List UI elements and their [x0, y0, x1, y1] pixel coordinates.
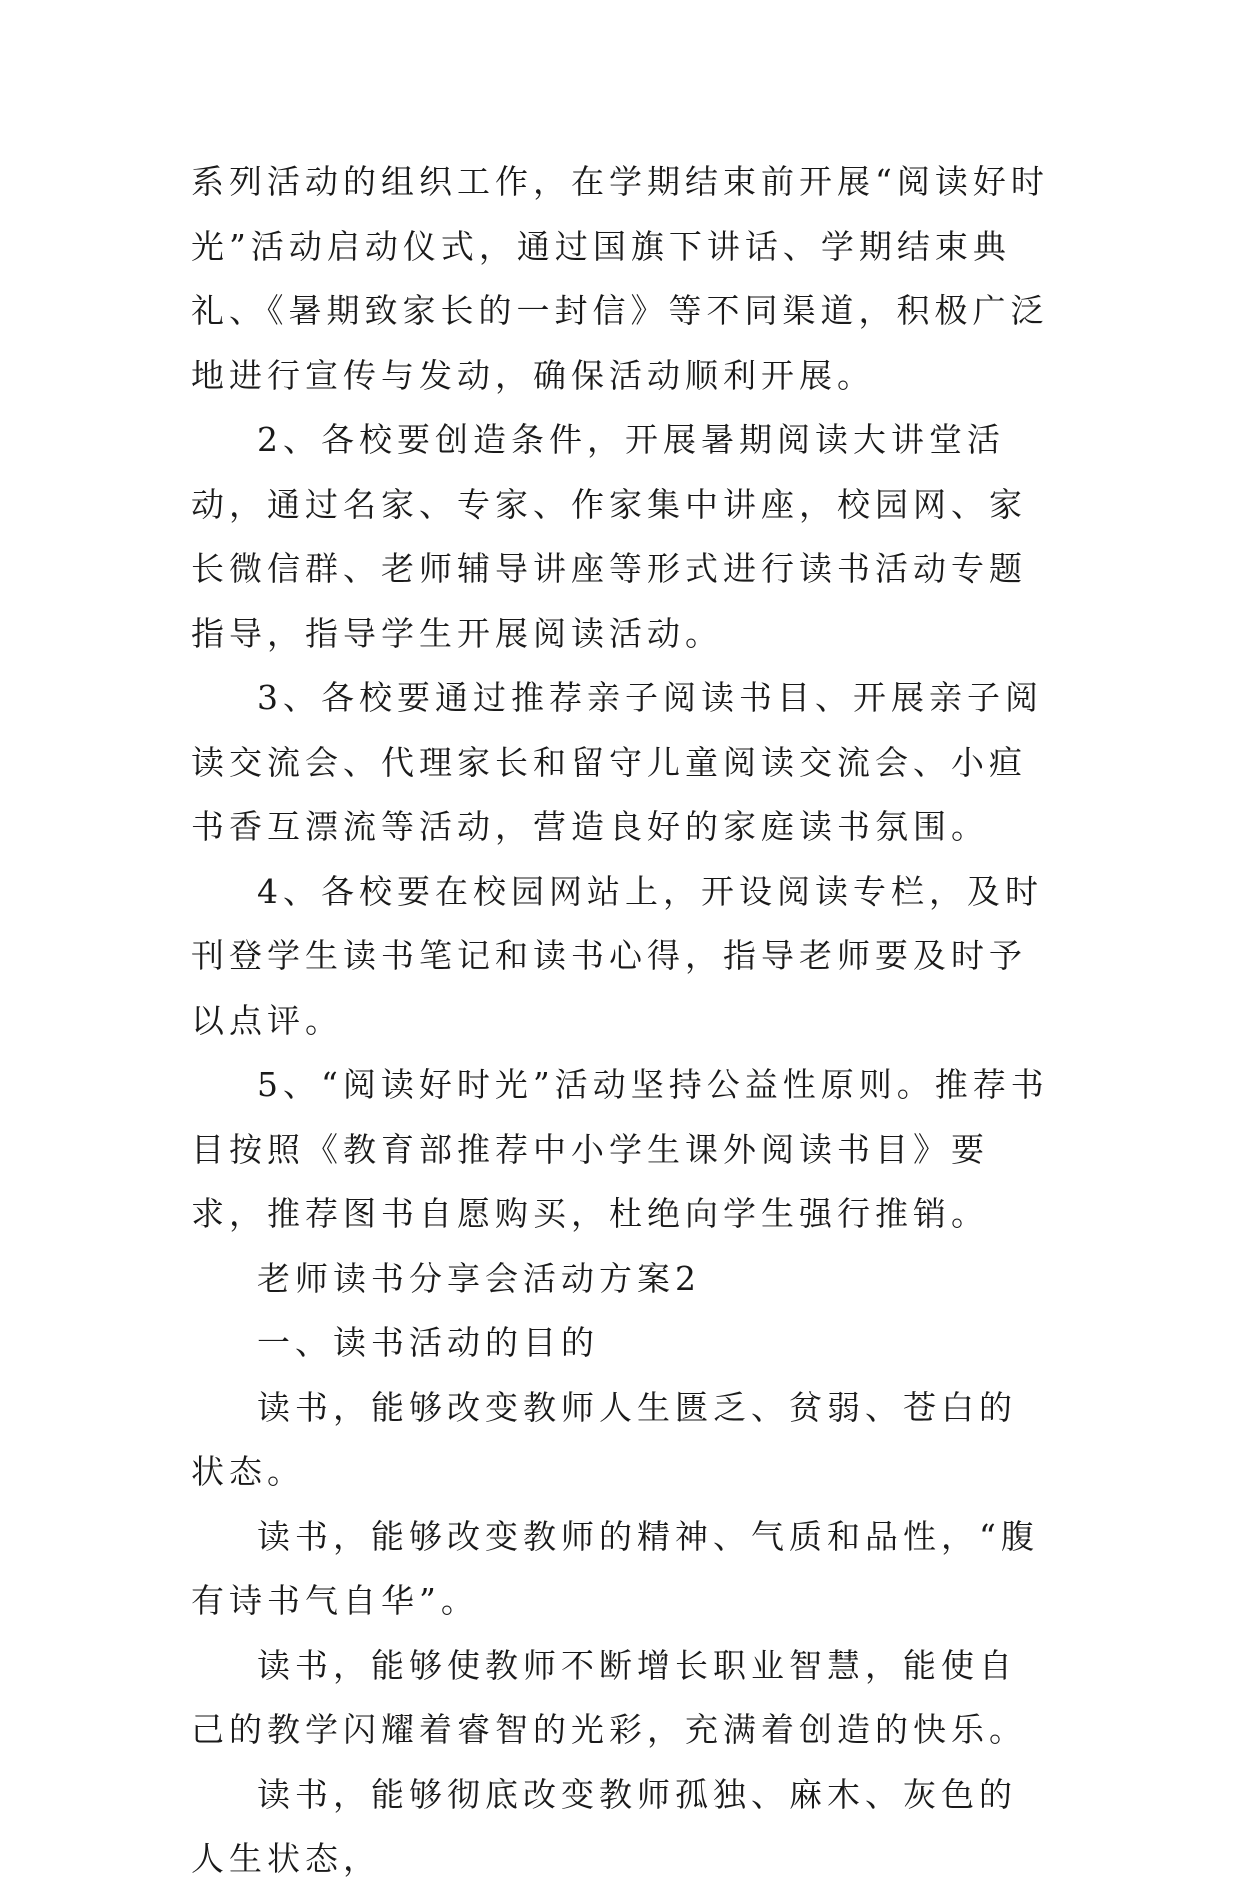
document-body	[191, 150, 1051, 1892]
paragraph-reading-3: 读书，能够使教师不断增长职业智慧，能使自己的教学闪耀着睿智的光彩，充满着创造的快乐。	[191, 1645, 1027, 1749]
section-heading: 一、读书活动的目的	[257, 1323, 599, 1362]
paragraph-continuation: 系列活动的组织工作，在学期结束前开展“阅读好时光”活动启动仪式，通过国旗下讲话、学期结束典礼、《暑期致家长的一封信》等不同渠道，积极广泛地进行宣传与发动，确保活动顺利开展。	[191, 162, 1049, 395]
paragraph-reading-1: 读书，能够改变教师人生匮乏、贫弱、苍白的状态。	[191, 1387, 1017, 1491]
paragraph-item-4: 4、各校要在校园网站上，开设阅读专栏，及时刊登学生读书笔记和读书心得，指导老师要及时予以点评。	[191, 871, 1043, 1040]
paragraph-item-5: 5、“阅读好时光”活动坚持公益性原则。推荐书目按照《教育部推荐中小学生课外阅读书目》要求，推荐图书自愿购买，杜绝向学生强行推销。	[191, 1065, 1049, 1233]
paragraph-reading-2: 读书，能够改变教师的精神、气质和品性，“腹有诗书气自华”。	[191, 1516, 1039, 1620]
paragraph-reading-4: 读书，能够彻底改变教师孤独、麻木、灰色的人生状态，	[191, 1774, 1017, 1878]
section-title: 老师读书分享会活动方案2	[257, 1258, 701, 1298]
paragraph-item-2: 2、各校要创造条件，开展暑期阅读大讲堂活动，通过名家、专家、作家集中讲座，校园网、家长微信群、老师辅导讲座等形式进行读书活动专题指导，指导学生开展阅读活动。	[191, 420, 1027, 653]
paragraph-item-3: 3、各校要通过推荐亲子阅读书目、开展亲子阅读交流会、代理家长和留守儿童阅读交流会、小疸书香互漂流等活动，营造良好的家庭读书氛围。	[191, 678, 1043, 846]
